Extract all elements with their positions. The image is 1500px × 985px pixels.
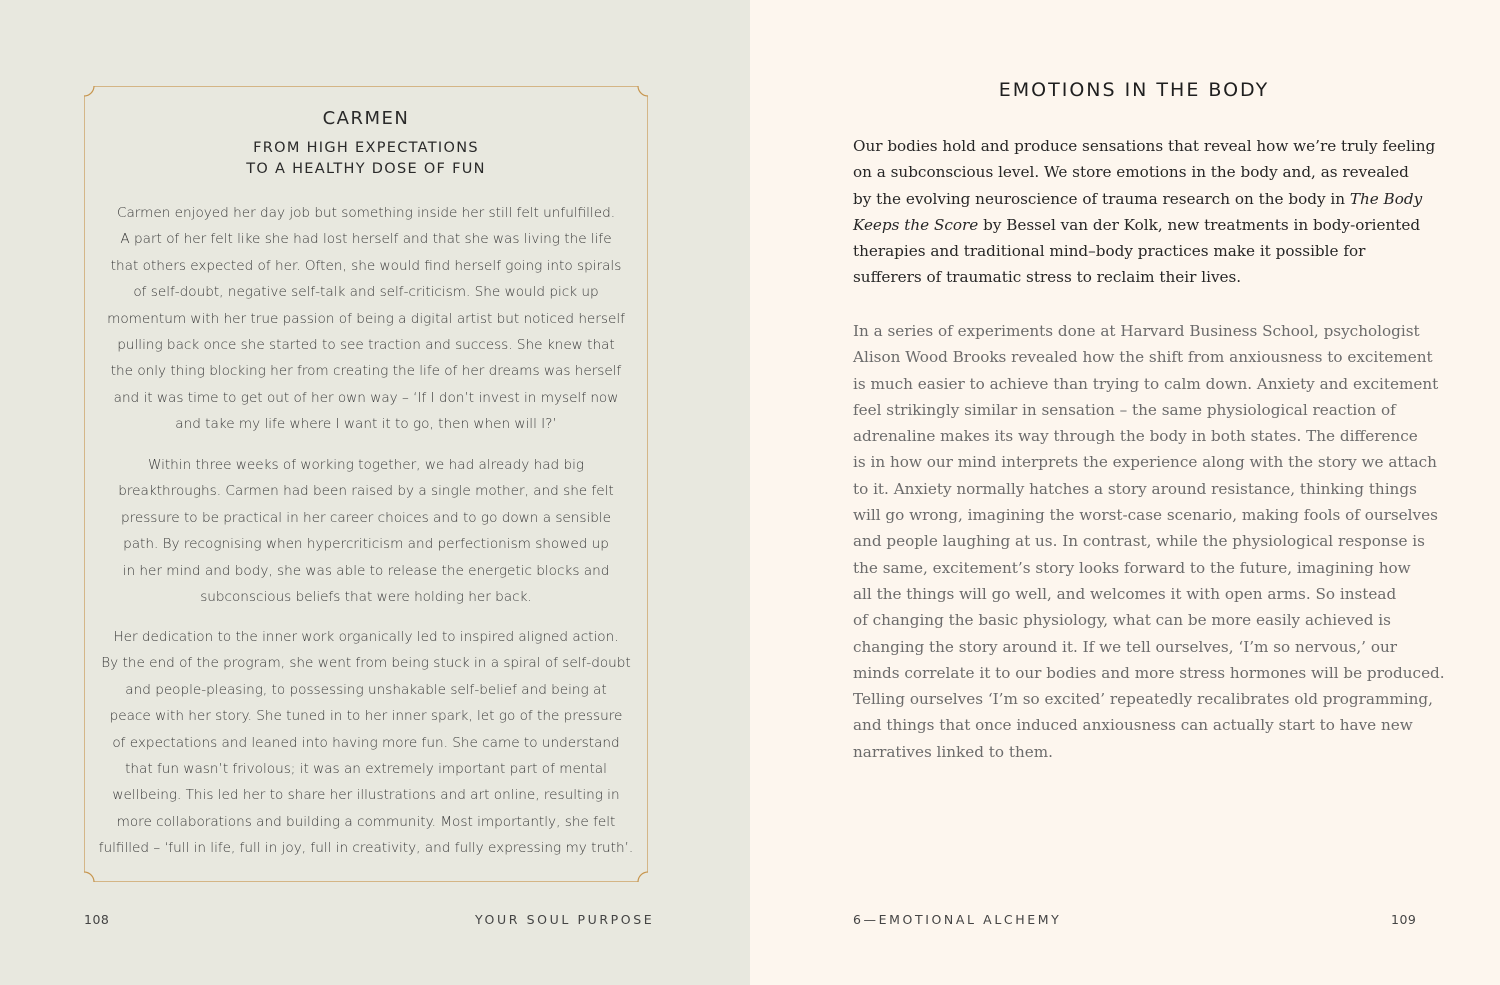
page-number-left: 108 [84, 912, 110, 927]
text-line [853, 212, 1433, 238]
text-line: In a series of experiments done at Harvard Business School, psychologist [853, 322, 1420, 340]
text-line: wellbeing. This led her to share her illustrations and art online, resulting in [112, 787, 620, 804]
book-title-italic: Keeps the Score [853, 215, 979, 234]
text-line: and take my life where I want it to go, then when will I?’ [175, 416, 557, 433]
body-paragraph [853, 318, 1445, 765]
text-line: all the things will go well, and welcomes it with open arms. So instead [853, 584, 1397, 603]
box-paragraph-2 [98, 452, 634, 610]
text-line: the same, excitement’s story looks forward to the future, imagining how [853, 558, 1411, 577]
box-subtitle-line: FROM HIGH EXPECTATIONS [253, 140, 479, 156]
text-line: breakthroughs. Carmen had been raised by a single mother, and she felt [118, 483, 614, 500]
text-line: and things that once induced anxiousness can actually start to have new [853, 716, 1413, 735]
text-line: on a subconscious level. We store emotions in the body and, as revealed [853, 163, 1409, 182]
text-line: peace with her story. She tuned in to her inner spark, let go of the pressure [109, 708, 623, 725]
text-line: subconscious beliefs that were holding her back. [200, 588, 532, 605]
text-line: that fun wasn’t frivolous; it was an extremely important part of mental [125, 760, 607, 777]
text-line: the only thing blocking her from creating the life of her dreams was herself [110, 363, 622, 380]
text-line: Our bodies hold and produce sensations that reveal how we’re truly feeling [853, 137, 1436, 155]
text-line: path. By recognising when hypercriticism and perfectionism showed up [123, 536, 609, 553]
box-subtitle [84, 138, 648, 180]
text-line: is much easier to achieve than trying to calm down. Anxiety and excitement [853, 374, 1439, 393]
running-head-left: YOUR SOUL PURPOSE [475, 912, 655, 927]
text-line: A part of her felt like she had lost herself and that she was living the life [120, 231, 612, 248]
intro-paragraph [853, 133, 1436, 291]
running-head-right: 6—EMOTIONAL ALCHEMY [853, 912, 1062, 927]
text-line: is in how our mind interprets the experience along with the story we attach [853, 453, 1437, 472]
box-title: CARMEN [322, 108, 410, 129]
text-line: that others expected of her. Often, she would find herself going into spirals [110, 257, 622, 274]
text-line: to it. Anxiety normally hatches a story around resistance, thinking things [853, 479, 1417, 498]
text-line: changing the story around it. If we tell ourselves, ‘I’m so nervous,’ our [853, 637, 1398, 656]
text-line: sufferers of traumatic stress to reclaim their lives. [853, 268, 1242, 287]
text-line: and it was time to get out of her own way – ‘If I don’t invest in myself now [113, 389, 619, 406]
text-line: and people laughing at us. In contrast, while the physiological response is [853, 532, 1425, 551]
text-line: of changing the basic physiology, what can be more easily achieved is [853, 611, 1391, 630]
text-line: more collaborations and building a community. Most importantly, she felt [116, 813, 616, 830]
text-line: Alison Wood Brooks revealed how the shift from anxiousness to excitement [853, 348, 1433, 367]
box-paragraph-1 [98, 200, 634, 438]
text-line: By the end of the program, she went from being stuck in a spiral of self-doubt [101, 655, 631, 672]
text-line: will go wrong, imagining the worst-case scenario, making fools of ourselves [853, 506, 1438, 525]
text-line: of self-doubt, negative self-talk and self-criticism. She would pick up [133, 284, 599, 301]
text-line: Telling ourselves ‘I’m so excited’ repeatedly recalibrates old programming, [853, 690, 1433, 709]
text-line [853, 186, 1433, 212]
text-line: pulling back once she started to see traction and success. She knew that [117, 336, 615, 353]
text-line: Carmen enjoyed her day job but something inside her still felt unfulfilled. [116, 205, 616, 221]
text-line: in her mind and body, she was able to release the energetic blocks and [122, 562, 610, 579]
page-number-right: 109 [1391, 912, 1417, 927]
box-paragraph-3 [98, 624, 634, 862]
text-line: Her dedication to the inner work organically led to inspired aligned action. [113, 629, 619, 645]
text-line: momentum with her true passion of being a digital artist but noticed herself [107, 310, 625, 327]
text-line: Within three weeks of working together, we had already had big [147, 457, 585, 473]
text-line: narratives linked to them. [853, 742, 1053, 761]
text-fragment: by the evolving neuroscience of trauma research on the body in [853, 189, 1345, 208]
text-line: pressure to be practical in her career choices and to go down a sensible [120, 509, 612, 526]
text-line: fulfilled – ‘full in life, full in joy, full in creativity, and fully expressing my truth’. [98, 840, 634, 857]
book-title-italic: The Body [1349, 189, 1423, 208]
box-subtitle-line: TO A HEALTHY DOSE OF FUN [246, 161, 486, 177]
text-line: of expectations and leaned into having more fun. She came to understand [112, 734, 620, 751]
text-line: therapies and traditional mind–body practices make it possible for [853, 242, 1366, 261]
text-line: and people-pleasing, to possessing unshakable self-belief and being at [125, 681, 607, 698]
chapter-section-title: EMOTIONS IN THE BODY [998, 79, 1270, 101]
text-line: adrenaline makes its way through the body in both states. The difference [853, 427, 1418, 446]
text-fragment: by Bessel van der Kolk, new treatments in body-oriented [983, 215, 1421, 234]
text-line: feel strikingly similar in sensation – the same physiological reaction of [853, 400, 1396, 419]
text-line: minds correlate it to our bodies and more stress hormones will be produced. [853, 663, 1445, 682]
